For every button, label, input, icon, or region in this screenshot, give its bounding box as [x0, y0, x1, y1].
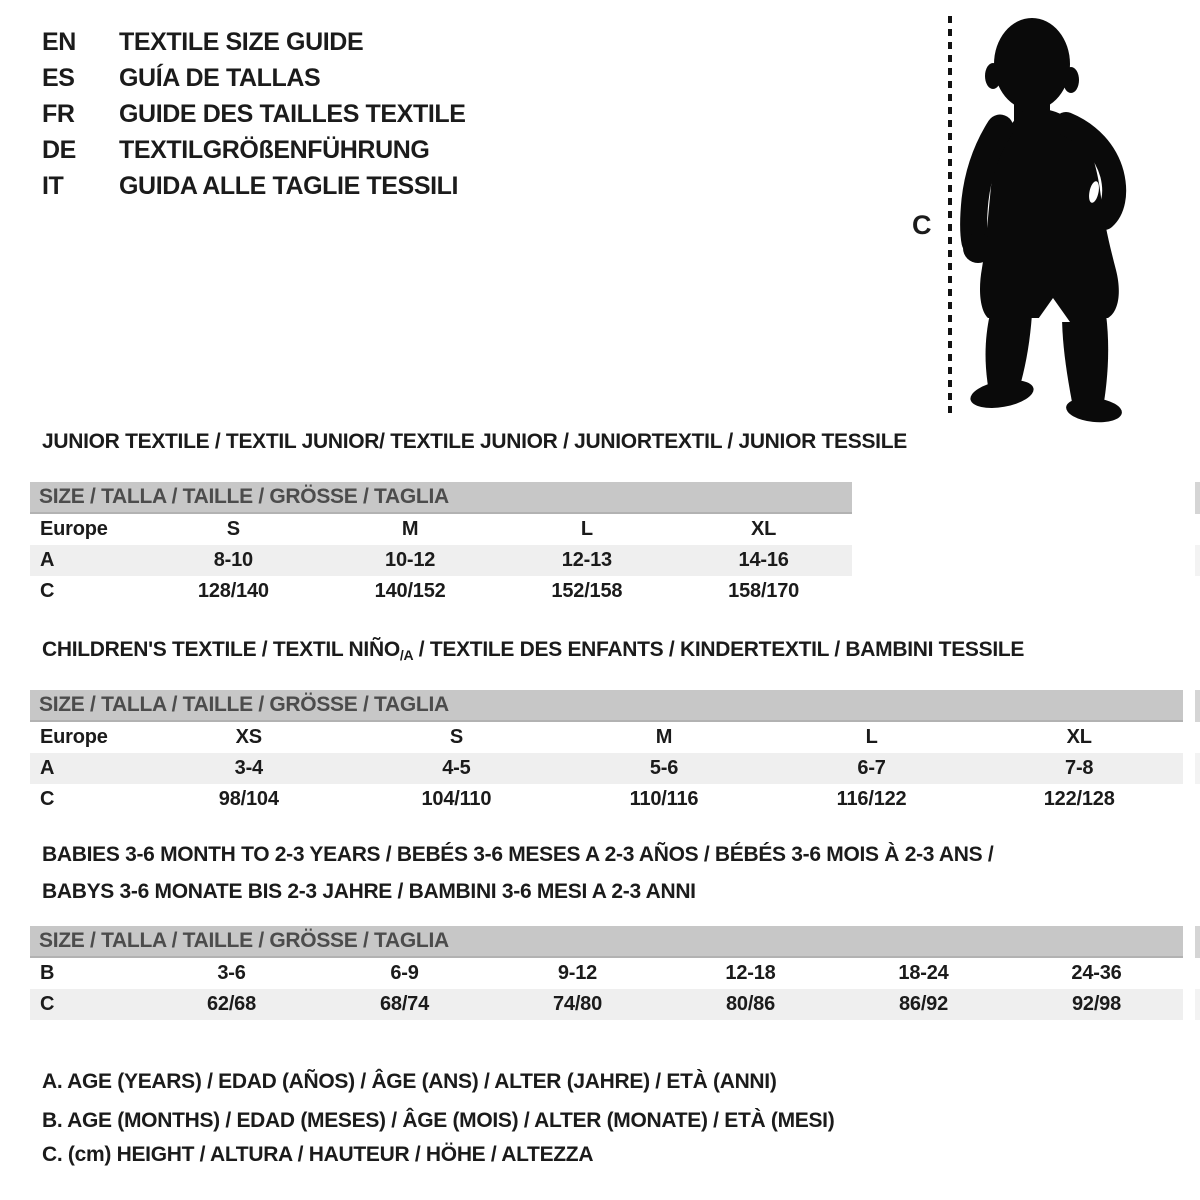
row-label: C: [40, 993, 55, 1015]
row-label: Europe: [40, 726, 108, 748]
value-cell: 74/80: [552, 993, 603, 1015]
edge-sliver: [1195, 690, 1200, 722]
lang-row-it: [42, 168, 466, 204]
row-label: A: [40, 757, 55, 779]
size-cell: M: [655, 726, 673, 748]
table-row-height: [30, 576, 852, 607]
table-row-age-months: [30, 958, 1183, 989]
lang-row-fr: [42, 96, 466, 132]
table-row-height: [30, 784, 1183, 815]
lang-code: EN: [42, 27, 76, 56]
guide-title-fr: GUIDE DES TAILLES TEXTILE: [119, 99, 466, 128]
value-cell: 158/170: [728, 580, 800, 602]
value-cell: 6-9: [390, 962, 419, 984]
height-measure-label: C: [912, 210, 932, 240]
junior-size-table: [30, 482, 852, 607]
babies-section-title-line2: BABYS 3-6 MONATE BIS 2-3 JAHRE / BAMBINI 3-6 MESI A 2-3 ANNI: [42, 880, 696, 903]
size-cell: XS: [235, 726, 262, 748]
lang-row-de: [42, 132, 466, 168]
legend-age-months: B. AGE (MONTHS) / EDAD (MESES) / ÂGE (MOIS) / ALTER (MONATE) / ETÀ (MESI): [42, 1109, 835, 1132]
children-title-prefix: CHILDREN'S TEXTILE / TEXTIL NIÑO: [42, 638, 400, 661]
value-cell: 8-10: [213, 549, 253, 571]
value-cell: 116/122: [836, 788, 907, 810]
lang-code: IT: [42, 171, 64, 200]
value-cell: 86/92: [898, 993, 949, 1015]
size-cell: XL: [1066, 726, 1092, 748]
value-cell: 140/152: [374, 580, 446, 602]
value-cell: 128/140: [197, 580, 269, 602]
value-cell: 18-24: [898, 962, 949, 984]
size-cell: XL: [751, 518, 777, 540]
size-cell: S: [449, 726, 463, 748]
value-cell: 12-18: [725, 962, 776, 984]
value-cell: 3-6: [217, 962, 246, 984]
children-section-title: [42, 638, 1024, 663]
legend-height-cm: C. (cm) HEIGHT / ALTURA / HAUTEUR / HÖHE / ALTEZZA: [42, 1143, 594, 1166]
children-size-table: [30, 690, 1183, 815]
size-cell: M: [401, 518, 419, 540]
lang-code: FR: [42, 99, 75, 128]
language-title-list: [42, 24, 466, 204]
table-row-europe: [30, 722, 1183, 753]
size-header-bar: SIZE / TALLA / TAILLE / GRÖSSE / TAGLIA: [30, 482, 852, 514]
table-row-age: [30, 545, 852, 576]
value-cell: 24-36: [1071, 962, 1122, 984]
value-cell: 9-12: [557, 962, 598, 984]
value-cell: 92/98: [1071, 993, 1122, 1015]
size-cell: L: [580, 518, 593, 540]
edge-sliver: [1195, 753, 1200, 784]
row-label: C: [40, 788, 55, 810]
value-cell: 5-6: [649, 757, 679, 779]
value-cell: 10-12: [385, 549, 436, 571]
value-cell: 3-4: [234, 757, 263, 779]
height-measure-dashed-line: [948, 16, 952, 417]
edge-sliver: [1195, 545, 1200, 576]
value-cell: 80/86: [725, 993, 776, 1015]
guide-title-de: TEXTILGRÖßENFÜHRUNG: [119, 135, 430, 164]
value-cell: 62/68: [206, 993, 257, 1015]
row-label: A: [40, 549, 55, 571]
children-title-suffix: / TEXTILE DES ENFANTS / KINDERTEXTIL / BAMBINI TESSILE: [413, 638, 1025, 661]
table-row-europe: [30, 514, 852, 545]
value-cell: 98/104: [218, 788, 279, 810]
row-label: B: [40, 962, 55, 984]
guide-title-es: GUÍA DE TALLAS: [119, 63, 321, 92]
edge-sliver: [1195, 989, 1200, 1020]
value-cell: 152/158: [551, 580, 623, 602]
value-cell: 7-8: [1065, 757, 1094, 779]
lang-code: DE: [42, 135, 76, 164]
junior-section-title: JUNIOR TEXTILE / TEXTIL JUNIOR/ TEXTILE JUNIOR / JUNIORTEXTIL / JUNIOR TESSILE: [42, 430, 907, 453]
size-cell: L: [865, 726, 878, 748]
lang-code: ES: [42, 63, 75, 92]
row-label: Europe: [40, 518, 108, 540]
value-cell: 122/128: [1043, 788, 1115, 810]
value-cell: 14-16: [738, 549, 789, 571]
size-header-bar: SIZE / TALLA / TAILLE / GRÖSSE / TAGLIA: [30, 690, 1183, 722]
lang-row-en: [42, 24, 466, 60]
value-cell: 6-7: [857, 757, 886, 779]
value-cell: 110/116: [629, 788, 699, 810]
size-cell: S: [226, 518, 240, 540]
toddler-silhouette-icon: [958, 12, 1136, 424]
lang-row-es: [42, 60, 466, 96]
babies-section-title-line1: BABIES 3-6 MONTH TO 2-3 YEARS / BEBÉS 3-6 MESES A 2-3 AÑOS / BÉBÉS 3-6 MOIS À 2-3 ANS /: [42, 843, 994, 866]
table-row-height: [30, 989, 1183, 1020]
edge-sliver: [1195, 482, 1200, 514]
table-row-age: [30, 753, 1183, 784]
guide-title-en: TEXTILE SIZE GUIDE: [119, 27, 364, 56]
value-cell: 104/110: [421, 788, 492, 810]
value-cell: 12-13: [561, 549, 612, 571]
value-cell: 68/74: [379, 993, 430, 1015]
guide-title-it: GUIDA ALLE TAGLIE TESSILI: [119, 171, 459, 200]
children-title-sub: /A: [399, 647, 414, 663]
edge-sliver: [1195, 926, 1200, 958]
babies-size-table: [30, 926, 1183, 1020]
row-label: C: [40, 580, 55, 602]
value-cell: 4-5: [442, 757, 471, 779]
size-header-bar: SIZE / TALLA / TAILLE / GRÖSSE / TAGLIA: [30, 926, 1183, 958]
legend-age-years: A. AGE (YEARS) / EDAD (AÑOS) / ÂGE (ANS) / ALTER (JAHRE) / ETÀ (ANNI): [42, 1070, 777, 1093]
